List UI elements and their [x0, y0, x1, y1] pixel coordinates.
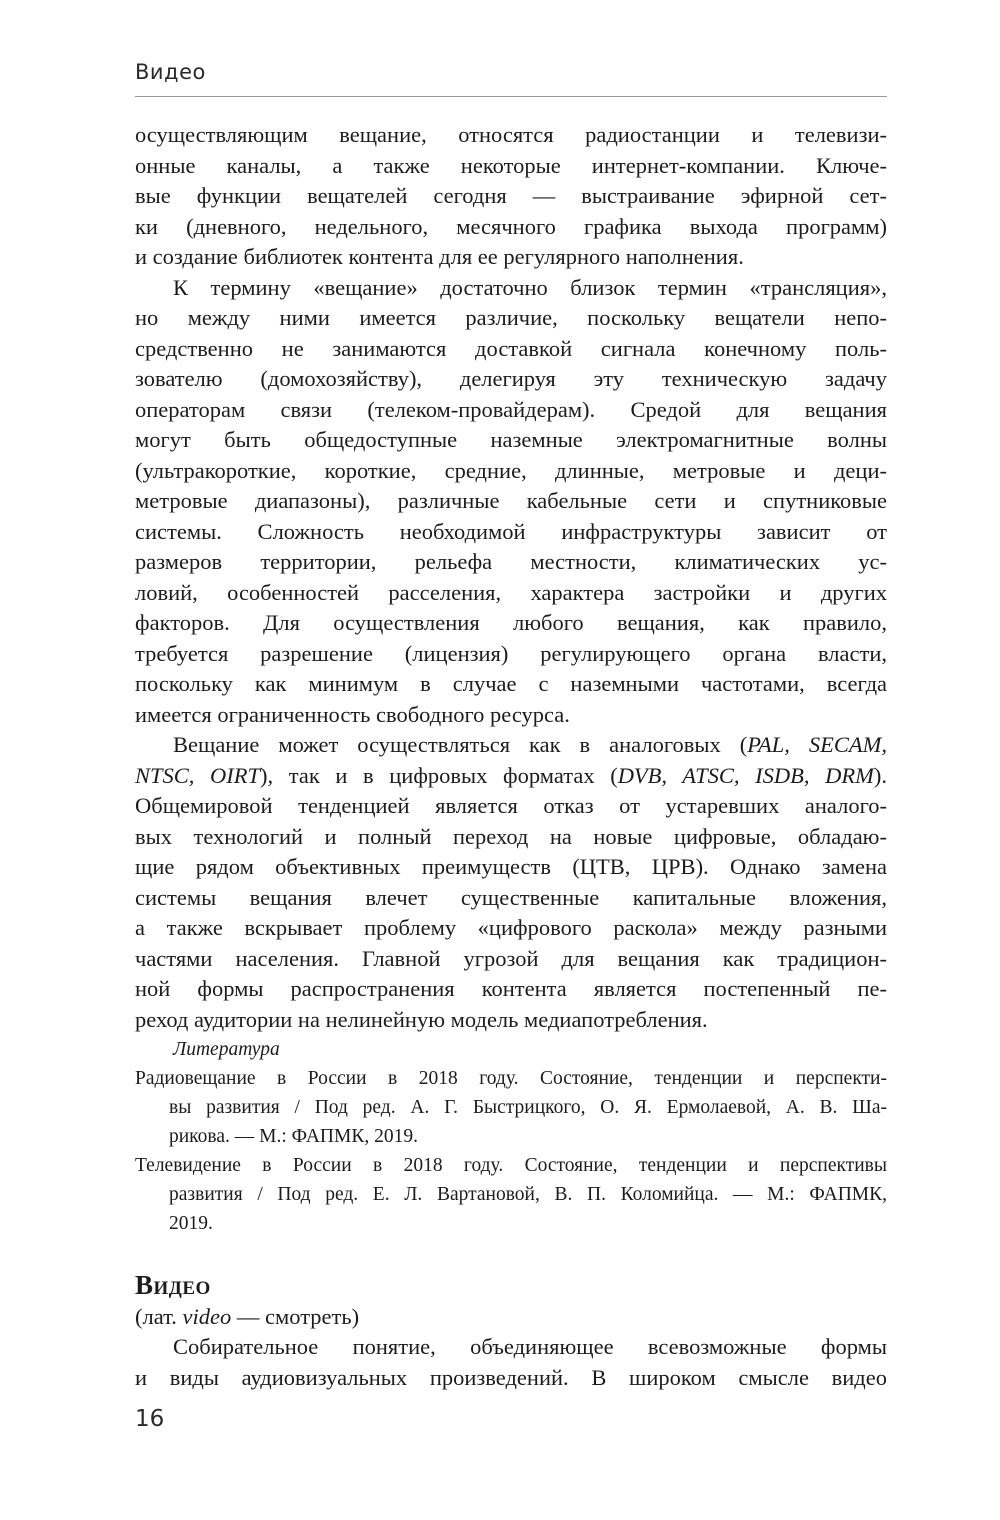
paragraph-2: [135, 273, 887, 731]
text-line: средственно не занимаются доставкой сигнала конечному поль-: [135, 335, 887, 361]
text-line: Общемировой тенденцией является отказ от устаревших аналого-: [135, 793, 887, 818]
text-line: системы вещания влечет существенные капитальные вложения,: [135, 884, 887, 910]
text-line: Собирательное понятие, объединяющее всевозможные формы: [173, 1334, 887, 1359]
text-line: ловий, особенностей расселения, характера застройки и других: [135, 579, 887, 605]
text-line: [135, 761, 887, 792]
format-names: DVB, ATSC, ISDB, DRM: [617, 762, 874, 788]
reference-2: [135, 1151, 887, 1238]
text-line: операторам связи (телеком-провайдерам). Средой для вещания: [135, 396, 887, 422]
etymology: [135, 1302, 887, 1332]
text-run: Вещание может осуществляться как в аналоговых (: [173, 732, 748, 757]
reference-line: вы развития / Под ред. А. Г. Быстрицкого, О. Я. Ермолаевой, А. В. Ша-: [169, 1097, 887, 1118]
format-names: PAL, SECAM,: [747, 732, 887, 757]
reference-line: развития / Под ред. Е. Л. Вартановой, В. П. Коломийца. — М.: ФАПМК,: [169, 1184, 887, 1205]
text-line: требуется разрешение (лицензия) регулирующего органа власти,: [135, 640, 887, 666]
text-line: щие рядом объективных преимуществ (ЦТВ, ЦРВ). Однако замена: [135, 854, 887, 879]
paragraph-3: [135, 730, 887, 1035]
text-line: [135, 730, 887, 761]
text-run: ).: [873, 762, 887, 788]
text-line: ной формы распространения контента является постепенный пе-: [135, 976, 887, 1001]
latin-word: video: [182, 1304, 232, 1329]
text-line: системы. Сложность необходимой инфраструктуры зависит от: [135, 518, 887, 544]
paragraph-1: [135, 120, 887, 273]
literature-label: Литература: [173, 1039, 280, 1060]
page-number: 16: [135, 1406, 165, 1432]
text-run: ), так и в цифровых форматах (: [260, 762, 618, 788]
entry-video: [135, 1268, 887, 1393]
text-line: К термину «вещание» достаточно близок термин «трансляция»,: [173, 274, 887, 300]
text-line: (ультракороткие, короткие, средние, длинные, метровые и деци-: [135, 457, 887, 483]
text-line: и виды аудиовизуальных произведений. В широком смысле видео: [135, 1364, 887, 1390]
entry-title: Видео: [135, 1270, 211, 1300]
text-line: поскольку как минимум в случае с наземными частотами, всегда: [135, 671, 887, 696]
text-line: зователю (домохозяйству), делегируя эту техническую задачу: [135, 366, 887, 391]
reference-line: 2019.: [169, 1213, 213, 1234]
text-line: вые функции вещателей сегодня — выстраивание эфирной сет-: [135, 183, 887, 208]
text-line: частями населения. Главной угрозой для вещания как традицион-: [135, 945, 887, 971]
text-line: осуществляющим вещание, относятся радиостанции и телевизи-: [135, 122, 887, 147]
text-line: и создание библиотек контента для ее регулярного наполнения.: [135, 244, 744, 269]
text-line: метровые диапазоны), различные кабельные сети и спутниковые: [135, 488, 887, 513]
reference-1: [135, 1064, 887, 1151]
text-line: реход аудитории на нелинейную модель медиапотребления.: [135, 1006, 708, 1032]
running-head: Видео: [135, 60, 206, 84]
reference-line: рикова. — М.: ФАПМК, 2019.: [169, 1126, 418, 1147]
text-line: размеров территории, рельефа местности, климатических ус-: [135, 549, 887, 574]
text-line: факторов. Для осуществления любого вещания, как правило,: [135, 610, 887, 635]
format-names: NTSC, OIRT: [135, 762, 261, 788]
text-run: (лат.: [135, 1304, 183, 1329]
reference-line: Радиовещание в России в 2018 году. Состояние, тенденции и перспекти-: [135, 1068, 887, 1089]
reference-line: Телевидение в России в 2018 году. Состояние, тенденции и перспективы: [135, 1155, 887, 1176]
text-line: вых технологий и полный переход на новые цифровые, обладаю-: [135, 823, 887, 849]
section-gap: [135, 1238, 887, 1268]
text-line: онные каналы, а также некоторые интернет-компании. Ключе-: [135, 152, 887, 178]
text-line: ки (дневного, недельного, месячного графика выхода программ): [135, 213, 887, 239]
text-run: — смотреть): [231, 1304, 360, 1329]
text-line: могут быть общедоступные наземные электромагнитные волны: [135, 427, 887, 452]
text-line: имеется ограниченность свободного ресурса.: [135, 701, 570, 727]
text-line: но между ними имеется различие, поскольку вещатели непо-: [135, 305, 887, 330]
header-rule: [135, 96, 887, 97]
text-line: а также вскрывает проблему «цифрового раскола» между разными: [135, 915, 887, 940]
page-body: [135, 120, 887, 1393]
literature-section: [135, 1035, 887, 1238]
